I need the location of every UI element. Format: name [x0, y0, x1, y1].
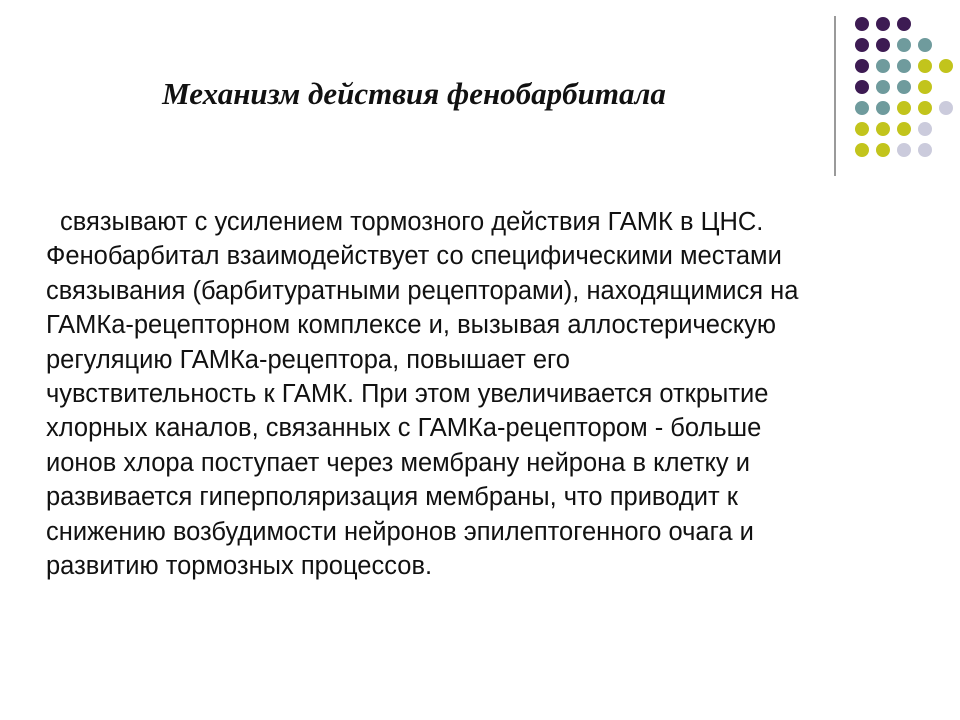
decor-dot [876, 80, 890, 94]
decor-dot [855, 38, 869, 52]
body-line: хлорных каналов, связанных с ГАМКа-рецептором - больше [46, 414, 762, 443]
decor-dot [897, 143, 911, 157]
decor-dot [897, 17, 911, 31]
body-line: связывают с усилением тормозного действия ГАМК в ЦНС. [60, 208, 764, 236]
decor-dot [876, 59, 890, 73]
decor-dot [918, 122, 932, 136]
decor-dot [939, 101, 953, 115]
slide-body-text [46, 205, 916, 583]
decor-dot [876, 101, 890, 115]
slide-title: Механизм действия фенобарбитала [162, 76, 666, 111]
body-line: регуляцию ГАМКа-рецептора, повышает его [46, 345, 570, 374]
decor-dot [876, 38, 890, 52]
body-line: ионов хлора поступает через мембрану нейрона в клетку и [46, 448, 751, 477]
body-line: Фенобарбитал взаимодействует со специфическими местами [46, 242, 782, 271]
decor-dot [876, 143, 890, 157]
body-line: ГАМКа-рецепторном комплексе и, вызывая аллостерическую [46, 311, 777, 340]
decor-dot [897, 101, 911, 115]
vertical-divider [834, 16, 836, 176]
decorative-dot-grid [850, 12, 950, 162]
decor-dot [918, 38, 932, 52]
decor-dot [897, 122, 911, 136]
decor-dot [918, 80, 932, 94]
body-line: развивается гиперполяризация мембраны, что приводит к [46, 483, 738, 512]
decor-dot [918, 101, 932, 115]
body-line: чувствительность к ГАМК. При этом увеличивается открытие [46, 380, 769, 409]
decor-dot [855, 59, 869, 73]
decor-dot [876, 17, 890, 31]
body-line: снижению возбудимости нейронов эпилептогенного очага и [46, 517, 754, 546]
decor-dot [939, 59, 953, 73]
decor-dot [855, 17, 869, 31]
decor-dot [918, 143, 932, 157]
decor-dot [918, 59, 932, 73]
decor-dot [855, 143, 869, 157]
decor-dot [855, 101, 869, 115]
decor-dot [855, 80, 869, 94]
decor-dot [855, 122, 869, 136]
body-line: связывания (барбитуратными рецепторами), находящимися на [46, 276, 799, 305]
decor-dot [897, 38, 911, 52]
body-line: развитию тормозных процессов. [46, 552, 433, 581]
decor-dot [897, 59, 911, 73]
decor-dot [876, 122, 890, 136]
decor-dot [897, 80, 911, 94]
